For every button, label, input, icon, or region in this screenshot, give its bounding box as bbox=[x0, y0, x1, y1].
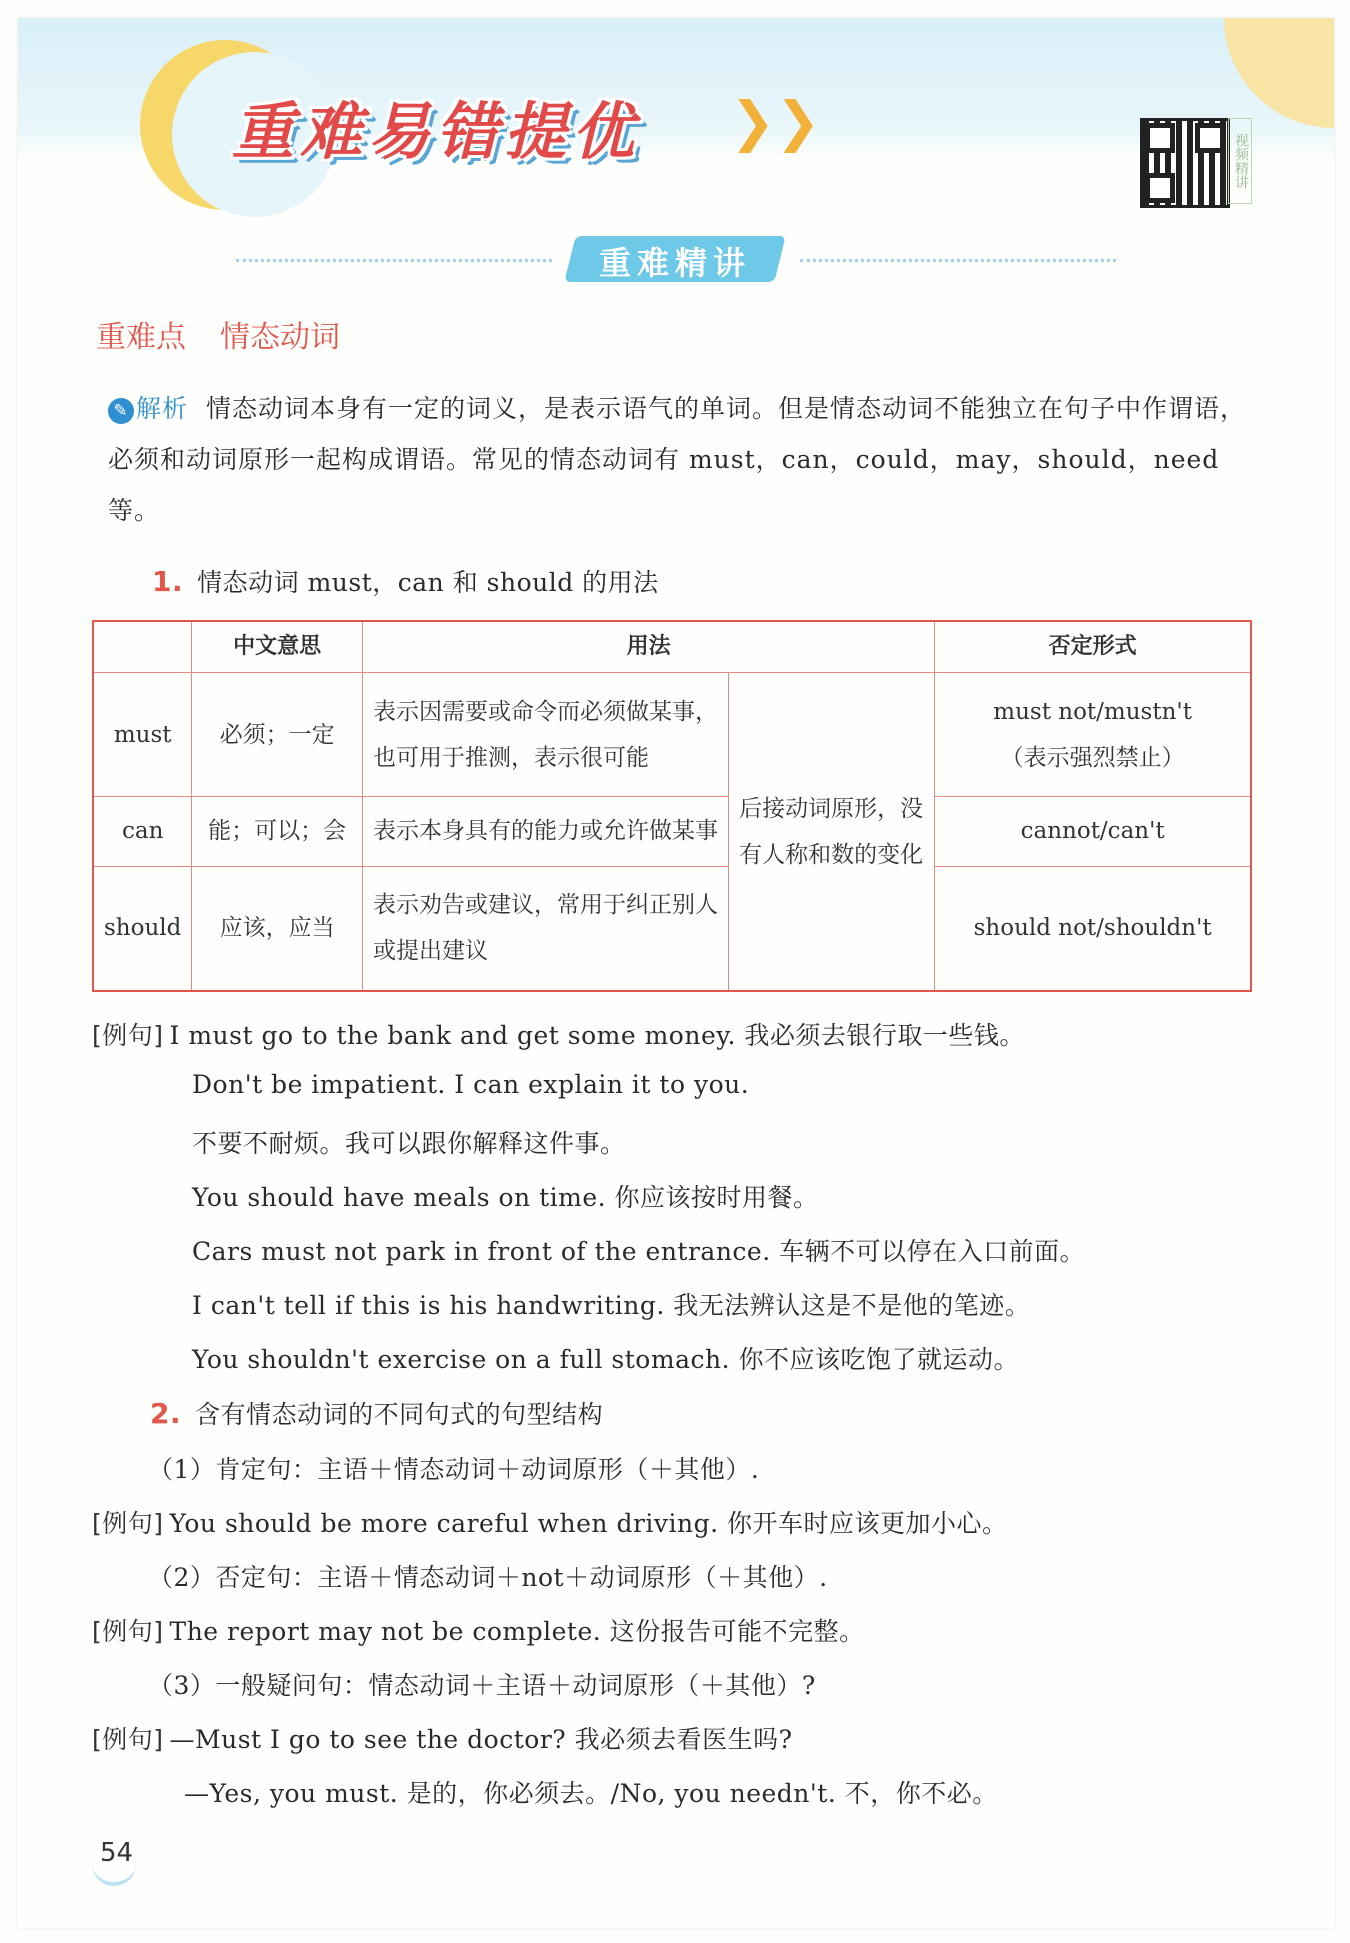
example-line: 不要不耐烦。我可以跟你解释这件事。 bbox=[192, 1129, 626, 1158]
dotted-divider-left bbox=[236, 259, 552, 262]
modal-verb-table bbox=[92, 620, 1252, 992]
table-row bbox=[93, 797, 1251, 867]
example-tag: [例句] bbox=[92, 1509, 164, 1538]
example-line: You should have meals on time. 你应该按时用餐。 bbox=[192, 1183, 819, 1212]
qr-label: 视频精讲 bbox=[1228, 118, 1252, 204]
table-cell-negative: must not/mustn't （表示强烈禁止） bbox=[935, 673, 1251, 797]
quote-decoration-icon: ❯❯ bbox=[730, 90, 821, 153]
structure-rule: （1）肯定句：主语＋情态动词＋动词原形（＋其他）. bbox=[148, 1455, 760, 1484]
table-cell-meaning: 应该，应当 bbox=[192, 866, 363, 991]
part2-title: 含有情态动词的不同句式的句型结构 bbox=[195, 1400, 604, 1429]
table-header: 否定形式 bbox=[935, 621, 1251, 673]
table-header bbox=[93, 621, 192, 673]
table-cell-word: must bbox=[93, 673, 192, 797]
example-tag: [例句] bbox=[92, 1021, 164, 1050]
table-row bbox=[93, 866, 1251, 991]
table-header: 用法 bbox=[363, 621, 935, 673]
example-line: I can't tell if this is his handwriting. 我无法辨认这是不是他的笔迹。 bbox=[192, 1291, 1031, 1320]
table-cell-shared-usage: 后接动词原形，没有人称和数的变化 bbox=[729, 673, 935, 992]
table-cell-word: can bbox=[93, 797, 192, 867]
page-number: 54 bbox=[100, 1838, 134, 1868]
table-cell-usage: 表示劝告或建议，常用于纠正别人或提出建议 bbox=[363, 866, 729, 991]
example-tag: [例句] bbox=[92, 1617, 164, 1646]
table-cell-usage: 表示本身具有的能力或允许做某事 bbox=[363, 797, 729, 867]
structure-rule: （3）一般疑问句：情态动词＋主语＋动词原形（＋其他）? bbox=[148, 1671, 816, 1700]
analysis-text: 情态动词本身有一定的词义，是表示语气的单词。但是情态动词不能独立在句子中作谓语，必须和动词原形一起构成谓语。常见的情态动词有 must，can，could，may，should，need 等。 bbox=[108, 394, 1247, 525]
example-line: [例句] You should be more careful when driving. 你开车时应该更加小心。 bbox=[92, 1509, 1008, 1538]
qr-corner bbox=[1145, 123, 1175, 153]
part1-number: 1. bbox=[152, 565, 184, 598]
table-header: 中文意思 bbox=[192, 621, 363, 673]
table-cell-usage: 表示因需要或命令而必须做某事，也可用于推测，表示很可能 bbox=[363, 673, 729, 797]
table-cell-word: should bbox=[93, 866, 192, 991]
pen-icon: ✎ bbox=[108, 398, 134, 424]
analysis-paragraph bbox=[108, 383, 1248, 536]
table-cell-negative: cannot/can't bbox=[935, 797, 1251, 867]
part2-heading bbox=[150, 1395, 603, 1431]
structure-rule: （2）否定句：主语＋情态动词＋not＋动词原形（＋其他）. bbox=[148, 1563, 828, 1592]
table-cell-meaning: 必须；一定 bbox=[192, 673, 363, 797]
key-point-label: 重难点 bbox=[96, 320, 186, 355]
analysis-tag: ✎ 解析 bbox=[108, 394, 188, 423]
example-line: [例句] —Must I go to see the doctor? 我必须去看医生吗? bbox=[92, 1725, 793, 1754]
example-line: Don't be impatient. I can explain it to you. bbox=[192, 1070, 750, 1099]
example-line: [例句] I must go to the bank and get some money. 我必须去银行取一些钱。 bbox=[92, 1021, 1025, 1050]
table-cell-meaning: 能；可以；会 bbox=[192, 797, 363, 867]
key-point-topic: 情态动词 bbox=[220, 320, 340, 355]
table-row bbox=[93, 673, 1251, 797]
table-header-row bbox=[93, 621, 1251, 673]
qr-corner bbox=[1145, 173, 1175, 203]
part1-heading bbox=[152, 563, 659, 599]
key-point-heading bbox=[96, 312, 340, 356]
qr-code-icon[interactable] bbox=[1140, 118, 1230, 208]
header-title: 重难易错提优 bbox=[232, 95, 641, 168]
qr-corner bbox=[1195, 123, 1225, 153]
example-line: —Yes, you must. 是的，你必须去。/No, you needn't. 不，你不必。 bbox=[184, 1779, 998, 1808]
example-line: Cars must not park in front of the entrance. 车辆不可以停在入口前面。 bbox=[192, 1237, 1086, 1266]
example-tag: [例句] bbox=[92, 1725, 164, 1754]
section-banner: 重难精讲 bbox=[598, 244, 751, 282]
part1-title: 情态动词 must，can 和 should 的用法 bbox=[197, 568, 659, 597]
dotted-divider-right bbox=[800, 259, 1116, 262]
table-cell-negative: should not/shouldn't bbox=[935, 866, 1251, 991]
example-line: You shouldn't exercise on a full stomach. 你不应该吃饱了就运动。 bbox=[192, 1345, 1019, 1374]
part2-number: 2. bbox=[150, 1397, 182, 1430]
example-line: [例句] The report may not be complete. 这份报告可能不完整。 bbox=[92, 1617, 865, 1646]
